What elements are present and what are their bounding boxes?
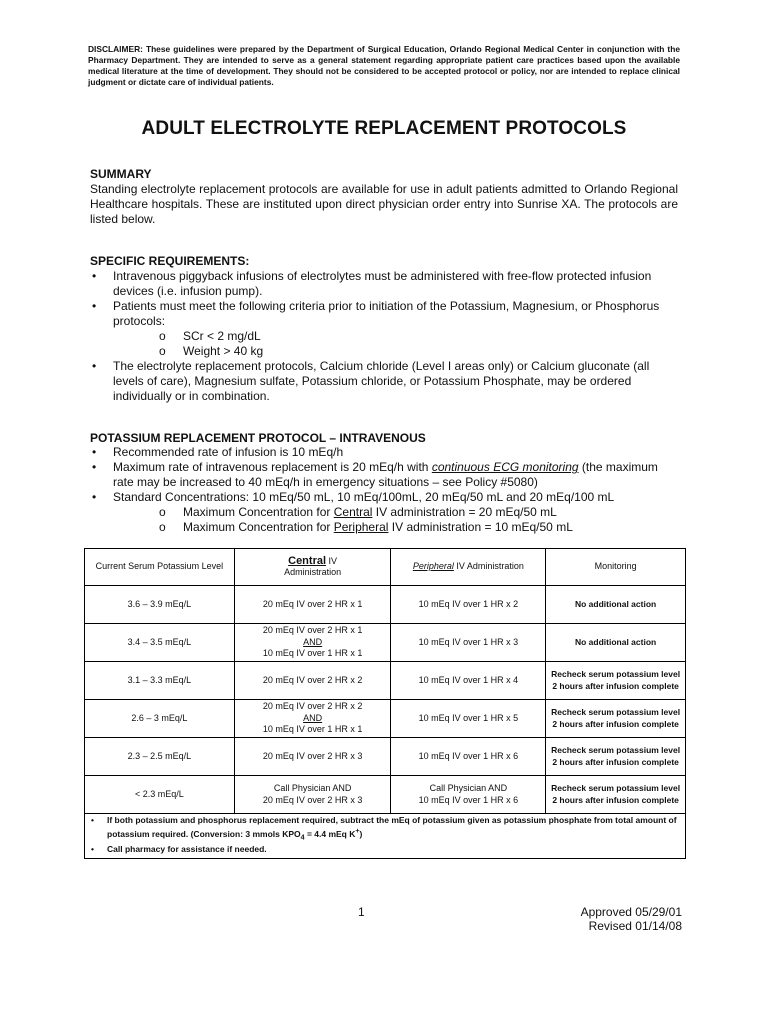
list-item: o Maximum Concentration for Central IV administration = 20 mEq/50 mL <box>159 505 680 520</box>
summary-text: Standing electrolyte replacement protocols are available for use in adult patients admitted to Orlando Regional Healthcare hospitals. These are instituted upon direct physician order entry into Sunrise XA. The protocols are listed below. <box>90 182 678 226</box>
central-dose-cell: Call Physician AND 20 mEq IV over 2 HR x 3 <box>234 776 391 814</box>
peripheral-dose-cell: 10 mEq IV over 1 HR x 6 <box>391 738 546 776</box>
table-row <box>85 776 686 814</box>
monitoring-cell: Recheck serum potassium level 2 hours after infusion complete <box>546 776 686 814</box>
monitoring-cell: Recheck serum potassium level 2 hours after infusion complete <box>546 662 686 700</box>
page-number: 1 <box>358 905 365 919</box>
potassium-list <box>90 445 680 535</box>
monitoring-cell: Recheck serum potassium level 2 hours after infusion complete <box>546 738 686 776</box>
peripheral-dose-cell: 10 mEq IV over 1 HR x 3 <box>391 624 546 662</box>
serum-level-cell: 2.6 – 3 mEq/L <box>85 700 235 738</box>
note-conversion: • If both potassium and phosphorus replacement required, subtract the mEq of potassium given as potassium phosphate from total amount of potassium required. (Conversion: 3 mmols $KPO_4 = 4.4$ mEq K+) <box>89 815 681 844</box>
summary-heading: SUMMARY <box>90 167 152 181</box>
peripheral-dose-cell: 10 mEq IV over 1 HR x 2 <box>391 586 546 624</box>
requirements-list <box>90 269 680 404</box>
table-row <box>85 662 686 700</box>
central-dose-cell: 20 mEq IV over 2 HR x 2 AND 10 mEq IV over 1 HR x 1 <box>234 700 391 738</box>
revision-info <box>581 905 682 933</box>
monitoring-cell: No additional action <box>546 586 686 624</box>
ecg-monitoring-text: continuous ECG monitoring <box>431 460 579 474</box>
peripheral-dose-cell: Call Physician AND 10 mEq IV over 1 HR x 6 <box>391 776 546 814</box>
disclaimer: DISCLAIMER: These guidelines were prepared by the Department of Surgical Education, Orlando Regional Medical Center in conjunction with the Pharmacy Department. They are intended to serve as a general statement regarding appropriate patient care practices based upon the available medical literature at the time of development. They should not be considered to be accepted protocol or policy, nor are intended to replace clinical judgment or dictate care of individual patients. <box>88 44 680 87</box>
list-item: • The electrolyte replacement protocols, Calcium chloride (Level I areas only) or Calcium gluconate (all levels of care), Magnesium sulfate, Potassium chloride, or Potassium Phosphate, may be ordered individually or in combination. <box>90 359 680 404</box>
peripheral-dose-cell: 10 mEq IV over 1 HR x 4 <box>391 662 546 700</box>
serum-level-cell: 2.3 – 2.5 mEq/L <box>85 738 235 776</box>
table-row <box>85 738 686 776</box>
list-item: • Maximum rate of intravenous replacement is 20 mEq/h with continuous ECG monitoring (the maximum rate may be increased to 40 mEq/h in emergency situations – see Policy #5080) <box>90 460 680 490</box>
central-dose-cell: 20 mEq IV over 2 HR x 2 <box>234 662 391 700</box>
central-dose-cell: 20 mEq IV over 2 HR x 1 <box>234 586 391 624</box>
table-row <box>85 700 686 738</box>
monitoring-cell: No additional action <box>546 624 686 662</box>
header-central: Central IV Administration <box>234 549 391 586</box>
list-item: • Patients must meet the following criteria prior to initiation of the Potassium, Magnesium, or Phosphorus protocols: o SCr < 2 mg/dL o Weight > 40 kg <box>90 299 680 359</box>
central-dose-cell: 20 mEq IV over 2 HR x 1 AND 10 mEq IV over 1 HR x 1 <box>234 624 391 662</box>
header-monitoring: Monitoring <box>546 549 686 586</box>
list-item: o Weight > 40 kg <box>159 344 680 359</box>
page-title: ADULT ELECTROLYTE REPLACEMENT PROTOCOLS <box>141 118 627 139</box>
note-pharmacy: • Call pharmacy for assistance if needed. <box>89 844 681 855</box>
list-item: • Recommended rate of infusion is 10 mEq/h <box>90 445 680 460</box>
header-peripheral: Peripheral IV Administration <box>391 549 546 586</box>
central-dose-cell: 20 mEq IV over 2 HR x 3 <box>234 738 391 776</box>
requirements-heading: SPECIFIC REQUIREMENTS: <box>90 254 250 268</box>
table-notes-row <box>85 814 686 859</box>
table-row <box>85 624 686 662</box>
list-item: o SCr < 2 mg/dL <box>159 329 680 344</box>
table-row <box>85 586 686 624</box>
peripheral-dose-cell: 10 mEq IV over 1 HR x 5 <box>391 700 546 738</box>
list-item: • Standard Concentrations: 10 mEq/50 mL, 10 mEq/100mL, 20 mEq/50 mL and 20 mEq/100 mL o Maximum Concentration for Central IV administration = 20 mEq/50 mL o Maximum Concentration for Peripheral IV administration = 10 mEq/50 mL <box>90 490 680 535</box>
table-notes <box>85 814 686 859</box>
potassium-protocol-table <box>84 548 686 859</box>
potassium-heading: POTASSIUM REPLACEMENT PROTOCOL – INTRAVENOUS <box>90 431 426 445</box>
serum-level-cell: 3.6 – 3.9 mEq/L <box>85 586 235 624</box>
serum-level-cell: 3.1 – 3.3 mEq/L <box>85 662 235 700</box>
table-header-row <box>85 549 686 586</box>
list-item: o Maximum Concentration for Peripheral IV administration = 10 mEq/50 mL <box>159 520 680 535</box>
header-serum-level: Current Serum Potassium Level <box>85 549 235 586</box>
serum-level-cell: 3.4 – 3.5 mEq/L <box>85 624 235 662</box>
concentration-sublist <box>113 505 680 535</box>
criteria-sublist <box>113 329 680 359</box>
revised-date: Revised 01/14/08 <box>588 919 682 933</box>
serum-level-cell: < 2.3 mEq/L <box>85 776 235 814</box>
approved-date: Approved 05/29/01 <box>580 905 682 919</box>
list-item: • Intravenous piggyback infusions of electrolytes must be administered with free-flow protected infusion devices (i.e. infusion pump). <box>90 269 680 299</box>
monitoring-cell: Recheck serum potassium level 2 hours after infusion complete <box>546 700 686 738</box>
